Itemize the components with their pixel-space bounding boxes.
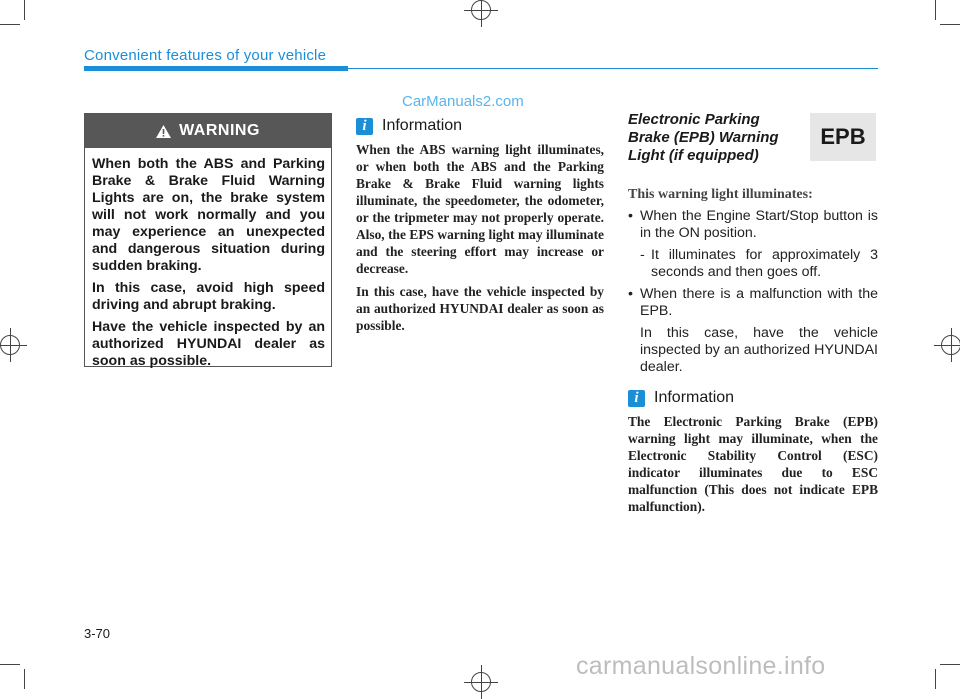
crop-mark — [940, 664, 960, 665]
warning-body — [85, 148, 331, 370]
sub-list-item: - It illuminates for approximately 3 seconds and then goes off. — [628, 247, 878, 281]
epb-section-title: Electronic Parking Brake (EPB) Warning Light (if equipped) — [628, 111, 779, 164]
info-paragraph: When the ABS warning light illuminates, or when both the ABS and the Parking Brake & Brake Fluid warning lights illuminate, the speedometer, the odometer, or the tripmeter may not properly operate. Also, the EPS warning light may illuminate and the steering effort may increase or decrease. — [356, 142, 604, 276]
header-bar — [84, 66, 348, 71]
registration-mark-icon — [471, 672, 491, 692]
info-icon: i — [356, 118, 373, 135]
warning-header — [85, 114, 331, 148]
info-text — [356, 141, 604, 340]
illuminates-label: This warning light illuminates: — [628, 187, 813, 202]
crop-mark — [0, 24, 20, 25]
crop-mark — [24, 669, 25, 689]
info-title: Information — [654, 389, 735, 406]
list-item: • When the Engine Start/Stop button is in the ON position. — [628, 208, 878, 242]
list-item: • When there is a malfunction with the EPB. — [628, 286, 878, 320]
list-note: In this case, have the vehicle inspected by an authorized HYUNDAI dealer. — [640, 325, 878, 375]
info-heading — [356, 117, 462, 135]
crop-mark — [0, 664, 20, 665]
crop-mark — [940, 24, 960, 25]
warning-paragraph: In this case, avoid high speed driving and abrupt braking. — [92, 280, 325, 313]
info-heading — [628, 389, 734, 407]
info-text: The Electronic Parking Brake (EPB) warning light may illuminate, when the Electronic Stability Control (ESC) indicator illuminates due to ESC malfunction (This does not indicate EPB malfunction). — [628, 414, 878, 514]
warning-paragraph: When both the ABS and Parking Brake & Brake Fluid Warning Lights are on, the brake system will not work normally and you may experience an unexpected and dangerous situation during sudden braking. — [92, 156, 325, 274]
watermark-top: CarManuals2.com — [402, 93, 524, 110]
epb-indicator-badge: EPB — [810, 113, 876, 161]
warning-triangle-icon — [156, 125, 171, 138]
registration-mark-icon — [0, 335, 20, 355]
header-rule — [348, 68, 878, 69]
info-icon: i — [628, 390, 645, 407]
info-title: Information — [382, 117, 463, 134]
page-number: 3-70 — [84, 626, 111, 641]
section-header: Convenient features of your vehicle — [84, 47, 327, 64]
crop-mark — [24, 0, 25, 20]
crop-mark — [935, 669, 936, 689]
crop-mark — [935, 0, 936, 20]
info-paragraph: In this case, have the vehicle inspected by an authorized HYUNDAI dealer as soon as possible. — [356, 284, 604, 333]
epb-conditions-list — [628, 208, 878, 381]
registration-mark-icon — [941, 335, 960, 355]
watermark-bottom: carmanualsonline.info — [576, 652, 826, 680]
registration-mark-icon — [471, 0, 491, 20]
warning-box — [84, 113, 332, 367]
warning-title: WARNING — [179, 122, 260, 139]
warning-paragraph: Have the vehicle inspected by an authorized HYUNDAI dealer as soon as possible. — [92, 319, 325, 369]
